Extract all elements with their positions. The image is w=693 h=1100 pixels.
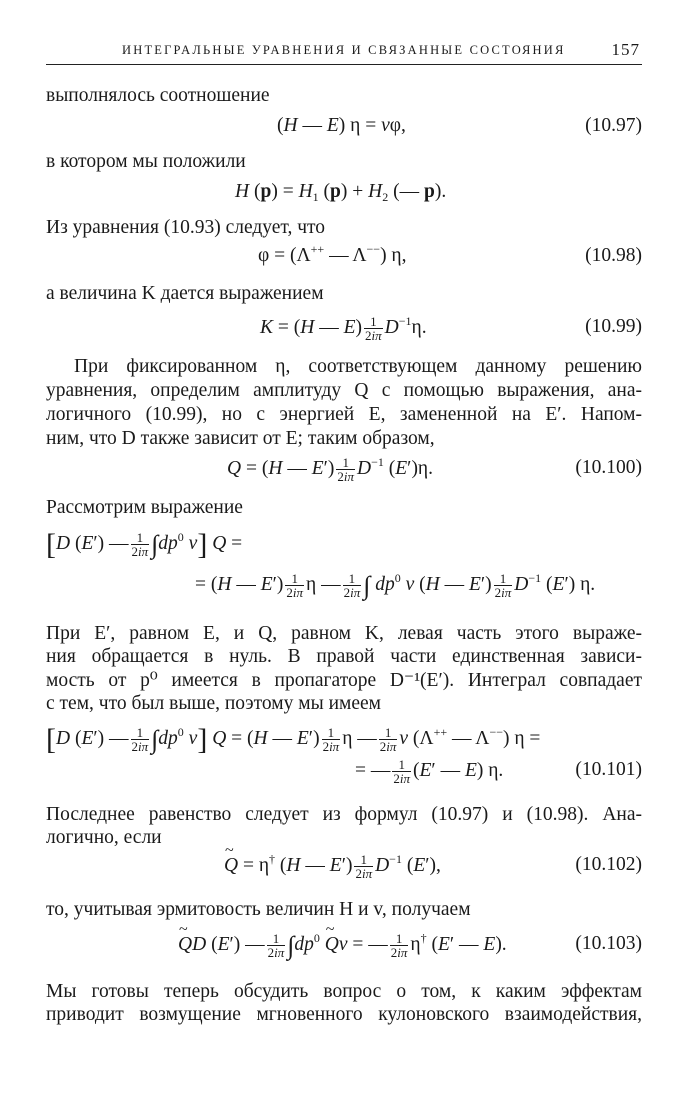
text-line: с тем, что был выше, поэтому мы имеем [46,693,381,714]
text-line: Из уравнения (10.93) следует, что [46,217,326,238]
equation-10-101-bottom: = — $\frac{1}{2i\pi}$ (E′ — E) η. [355,757,504,786]
equation-expression-bottom: = (H — E′) $\frac{1}{2i\pi}$ η — $\frac{1}{2i\pi}$ ∫ $dp^0$ v (H — E′) $\frac{1}{2i\pi}$ $D^{-1}$ (E′) η. [195,570,596,600]
equation-hamiltonian: H $(p) = H_1$ $(p) + H_2$ (— p). [235,181,447,204]
equation-10-103: Q ~D (E′) — $\frac{1}{2i\pi}$ $\int dp^0$ Q ~v = — $\frac{1}{2i\pi}$ η† (E′ — E). [178,932,507,959]
equation-10-99: K = (H — E) $\frac{1}{2i\pi}$ $D^{-1}\eta$. [260,313,427,343]
equation-number: (10.97) [585,115,642,136]
text-line: ния обращается в нуль. В правой части единственная зависи- [46,646,642,667]
equation-10-101-top: [D (E′) — $\frac{1}{2i\pi}$ $\int dp^0$ v] Q = (H — E′) $\frac{1}{2i\pi}$ η — $\frac{1}{2i\pi}$ v (Λ++ — Λ−−) η = [46,722,541,756]
running-header [46,40,642,65]
text-line: При фиксированном η, соответствующем данному решению [74,356,642,377]
text-line: Мы готовы теперь обсудить вопрос о том, к каким эффектам [46,981,642,1002]
equation-10-97: (H — E) η = vφ, [277,115,406,136]
text-line: логичного (10.99), но с энергией E, замененной на E′. Напом- [46,404,642,425]
text-line: Рассмотрим выражение [46,497,243,518]
text-line: При E′, равном E, и Q, равном K, левая часть этого выраже- [46,623,642,644]
equation-number: (10.100) [575,457,642,478]
text-line: а величина K дается выражением [46,283,324,304]
equation-10-102: Q ~ = η† (H — E′) $\frac{1}{2i\pi}$ $D^{-1}$ (E′), [224,853,441,880]
text-line: выполнялось соотношение [46,85,270,106]
equation-10-100: Q = (H — E′) $\frac{1}{2i\pi}$ $D^{-1}$ (E′)η. [227,454,434,484]
text-line: уравнения, определим амплитуду Q с помощью выражения, ана- [46,380,642,401]
equation-number: (10.101) [575,759,642,780]
text-line: приводит возмущение мгновенного кулоновского взаимодействия, [46,1004,642,1025]
equation-number: (10.99) [585,316,642,337]
equation-number: (10.102) [575,854,642,875]
running-title: ИНТЕГРАЛЬНЫЕ УРАВНЕНИЯ И СВЯЗАННЫЕ СОСТОЯНИЯ [122,43,566,57]
text-line: ним, что D также зависит от E; таким образом, [46,428,435,449]
text-line: логично, если [46,827,162,848]
text-line: Последнее равенство следует из формул (10.97) и (10.98). Ана- [46,804,642,825]
text-line: в котором мы положили [46,151,246,172]
equation-10-98: φ = (Λ++ — Λ−−) η, [258,242,407,266]
equation-number: (10.103) [575,933,642,954]
equation-number: (10.98) [585,245,642,266]
text-line: мость от p⁰ имеется в пропагаторе D⁻¹(E′). Интеграл совпадает [46,670,642,691]
equation-expression-top: [D (E′) — $\frac{1}{2i\pi}$ $\int dp^0$ v] Q = [46,527,243,561]
text-line: то, учитывая эрмитовость величин H и v, получаем [46,899,471,920]
page-number: 157 [611,40,640,59]
